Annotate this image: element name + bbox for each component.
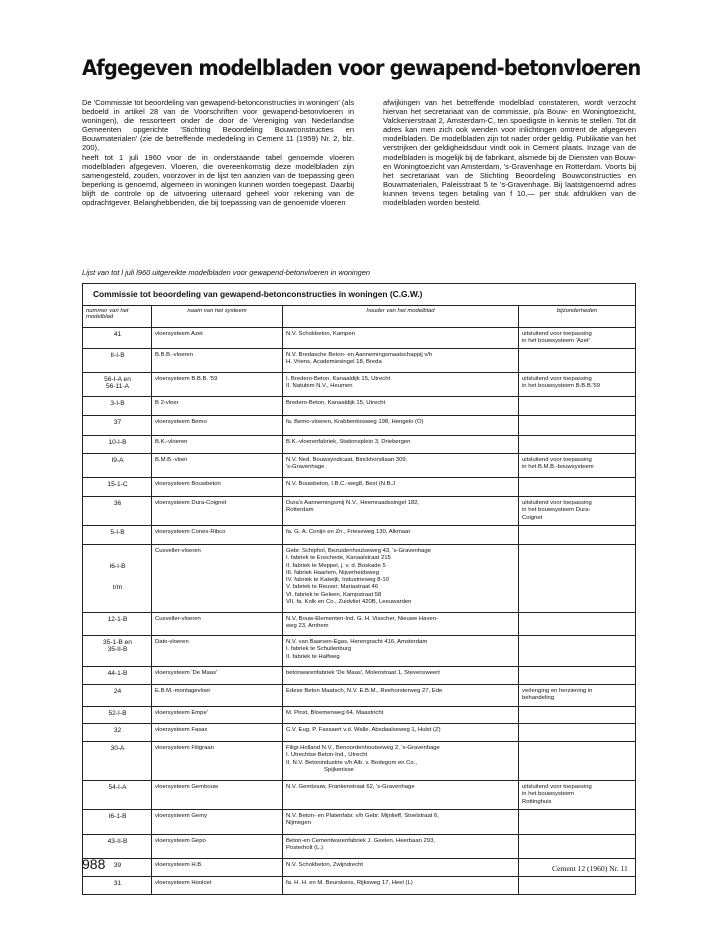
cell-line: in het B.M.B.-bouwsysteem [522,464,594,471]
cell-line: Spijkenisse [324,766,354,773]
cell-line: fa. G. A. Conijn en Zn., Frieseweg 130, Alkmaar [286,529,411,535]
cell-line [86,577,149,584]
table-cell-naam [152,454,283,477]
cell-line: vloersysteem Conex-Ribco [155,529,226,535]
cell-line: 15-1-C [107,481,128,488]
table-cell-houder [283,416,519,435]
cell-line: Posterholt (L.) [286,845,323,852]
cell-line: I6-1-B [108,813,127,820]
table-row [83,742,635,781]
cell-line: 41 [113,331,122,338]
cell-line: N.V. Bouwbeton, I.B.C.-weg8, Best (N.B.J [286,481,396,487]
cell-line: 12-1-B [107,616,128,623]
cell-line: II. N.V. Betonindustrie v/h Alb. v. Bodegom en Co., [286,759,417,766]
table-cell-houder [283,810,519,834]
cell-line: 39 [113,862,122,869]
cell-line: III. fabriek Haarlem, Nijverheidsweg [286,569,379,576]
intro-left-column [82,98,354,207]
header-nummer: nummer van het modelblad [83,306,152,327]
cell-line: 's-Gravenhage [286,464,325,471]
table-cell-nummer [83,742,152,780]
cell-line: fa. Bemo-vloeren, Krabbenbosweg 198, Hengelo (O) [286,419,424,425]
cell-line: vloersysteem Fasax [155,727,208,733]
cell-line: 30-A [110,745,125,752]
cell-line: 36 [113,500,122,507]
cell-line: 37 [113,419,122,426]
table-row [83,724,635,742]
cell-line [86,548,149,555]
cell-line: B.K.-vloeren [155,439,188,445]
page-number: 988 [82,856,106,872]
table-cell-nummer [83,497,152,525]
table-title: Commissie tot beoordeling van gewapend-betonconstructies in woningen (C.G.W.) [83,284,635,306]
table-cell-bijzonderheden [519,685,635,706]
table-cell-naam [152,835,283,858]
table-cell-nummer [83,613,152,635]
table-cell-naam [152,781,283,809]
cell-line: Dura's Aannemingsmij N.V., Heemraadssingel 182, [286,500,420,506]
cell-line: Cusveller-vloeren [155,548,201,554]
cell-line: N.V. Gembouw, Frankenstraat 62, 's-Gravenhage [286,784,415,790]
cell-line: N.V. Ned. Bouwsyndicaat, Binckhorstlaan 309, [286,457,408,463]
modelbladen-table [82,283,636,895]
table-cell-bijzonderheden [519,454,635,477]
table-row [83,613,635,636]
cell-line: 31 [113,880,122,887]
table-cell-nummer [83,436,152,453]
table-cell-nummer [83,707,152,723]
cell-line: uitsluitend voor toepassing [522,457,592,463]
table-cell-nummer [83,781,152,809]
cell-line: vloersysteem Gepo [155,838,206,844]
intro-right-column [383,98,636,207]
cell-line: t/m [112,584,123,592]
cell-line: in het bouwsysteem B.B.B.'59 [522,383,601,390]
cell-line: 43-II-B [107,838,128,845]
cell-line: Cusveller-vloeren [155,616,201,622]
table-cell-naam [152,328,283,348]
table-cell-naam [152,373,283,396]
table-cell-nummer [83,416,152,435]
cell-line: B.M.B.-vloer [155,457,188,463]
table-cell-nummer [83,810,152,834]
table-cell-naam [152,859,283,876]
table-row [83,810,635,835]
cell-line: B 2-vloer [155,400,179,406]
table-row [83,781,635,810]
table-cell-houder [283,859,519,876]
table-cell-houder [283,667,519,684]
table-row [83,416,635,436]
table-cell-houder [283,373,519,396]
table-cell-nummer [83,877,152,894]
table-cell-houder [283,497,519,525]
cell-line: betonwarenfabriek 'De Maas', Molenstraat 1, Stevensweert [286,670,440,676]
cell-line [86,555,149,562]
cell-line: N.V. Bredasche Beton- en Aannemingsmaatschappij v/h [286,352,433,358]
table-cell-nummer [83,545,152,612]
table-cell-bijzonderheden [519,810,635,834]
cell-line: weg 23, Arnhem [286,623,329,630]
table-cell-nummer [83,667,152,684]
table-row [83,497,635,526]
cell-line: vloersysteem B.B.B. '59 [155,376,218,382]
cell-line: N.V. Beton- en Platenfabr. v/h Gebr. Mijnlieff, Stoelstraat 6, [286,813,439,819]
table-cell-nummer [83,636,152,666]
table-cell-bijzonderheden [519,877,635,894]
cell-line: 56-I-A en [104,376,131,383]
table-cell-bijzonderheden [519,613,635,635]
cell-line: I6-I-B [109,562,126,570]
cell-line: vloersysteem Gembouw [155,784,219,790]
table-cell-naam [152,436,283,453]
table-cell-naam [152,877,283,894]
table-cell-houder [283,724,519,741]
table-row [83,685,635,707]
table-cell-bijzonderheden [519,436,635,453]
page-title: Afgegeven modelbladen voor gewapend-betonvloeren [82,56,641,80]
table-cell-naam [152,397,283,415]
table-cell-bijzonderheden [519,781,635,809]
table-cell-bijzonderheden [519,328,635,348]
cell-line: 5-I-B [110,529,125,536]
table-cell-bijzonderheden [519,349,635,372]
cell-line: I9-A [111,457,124,464]
cell-line: I. fabriek te Schuilenburg [286,646,352,653]
cell-line: 35-1-B en [103,639,132,646]
cell-line: in het bouwsysteem 'Azet' [522,338,590,345]
table-cell-naam [152,636,283,666]
table-cell-naam [152,416,283,435]
table-cell-naam [152,613,283,635]
table-row [83,349,635,373]
table-cell-naam [152,545,283,612]
header-naam: naam van het systeem [152,306,283,327]
cell-line: uitsluitend voor toepassing [522,784,592,790]
table-row [83,545,635,613]
cell-line: VII. fa. Kolk en Co., Zuidvliet 420B, Leeuwarden [286,599,412,606]
cell-line: B.B.B.-vloeren [155,352,193,358]
table-cell-houder [283,397,519,415]
table-row [83,835,635,859]
table-row [83,667,635,685]
cell-line: vloersysteem 'De Maas' [155,670,218,676]
cell-line: 10-I-B [108,439,127,446]
intro-paragraph: afwijkingen van het betreffende modelblad constateren, wordt verzocht hiervan het secretariaat van de commissie, p/a Bouw- en Woningtoezicht, Valckenierstraat 2, Amsterdam-C, ten spoedigste in kennis te stellen. Tot dit adres kan men zich ook wenden voor inlichtingen omtrent de afgegeven modelbladen. De modelbladen zijn tot nader order geldig. Publikatie van het verstrijken der geldigheidsduur vindt ook in Cement plaats. Inzage van de modelbladen is mogelijk bij de fabrikant, alsmede bij de Diensten van Bouw- en Woningtoezicht van Amsterdam, 's-Gravenhage en Rotterdam. Voorts bij het secretariaat van de Stichting Beoordeling Bouwconstructies en Bouwmaterialen, Paleisstraat 5 te 's-Gravenhage. Bij laatstgenoemd adres kunnen tevens tegen betaling van f 10,— per stuk afdrukken van de modelbladen worden besteld. [383,98,636,208]
cell-line: vloersysteem Gemy [155,813,208,819]
table-cell-houder [283,478,519,496]
table-cell-bijzonderheden [519,835,635,858]
table-cell-naam [152,685,283,706]
table-cell-bijzonderheden [519,724,635,741]
cell-line: behandeling [522,695,555,702]
table-cell-houder [283,685,519,706]
cell-line: uitsluitend voor toepassing [522,376,592,382]
table-cell-bijzonderheden [519,667,635,684]
table-cell-houder [283,526,519,544]
table-cell-nummer [83,724,152,741]
cell-line: Bredero-Beton, Kanaaldijk 15, Utrecht [286,400,386,406]
table-cell-naam [152,497,283,525]
table-cell-nummer [83,478,152,496]
table-cell-houder [283,328,519,348]
cell-line: uitsluitend voor toepassing [522,500,592,506]
table-row [83,877,635,894]
table-cell-nummer [83,328,152,348]
cell-line [86,570,149,577]
table-cell-naam [152,742,283,780]
table-cell-nummer [83,835,152,858]
table-cell-houder [283,781,519,809]
cell-line: I. Bredero-Beton, Kanaaldijk 15, Utrecht [286,376,391,382]
cell-line: 56-11-A [106,383,129,391]
table-cell-houder [283,742,519,780]
cell-line: vloersysteem Azet [155,331,203,337]
table-cell-houder [283,835,519,858]
table-cell-naam [152,724,283,741]
table-cell-naam [152,478,283,496]
table-cell-nummer [83,454,152,477]
header-houder: houder van het modelblad [283,306,519,327]
table-cell-naam [152,810,283,834]
cell-line: E.B.M.-montagevloer [155,688,211,694]
table-row [83,328,635,349]
cell-line: IV. fabriek te Katwijk, Industrieweg 8-10 [286,577,389,584]
cell-line: uitsluitend voor toepassing [522,331,592,337]
header-bijzonderheden: bijzonderheden [556,308,598,314]
table-cell-naam [152,707,283,723]
cell-line: 44-1-B [107,670,128,677]
table-row [83,373,635,397]
cell-line: 24 [113,688,122,695]
cell-line: 52-I-B [108,710,127,717]
cell-line: Edese Beton Maatsch, N.V. E.B.M., Reehorsterweg 27, Ede [286,688,443,694]
table-cell-bijzonderheden [519,526,635,544]
cell-line: in het bouwsysteem Dura- [522,507,591,514]
cell-line: II. fabriek te Meppel, j. v. d. Boskade 5 [286,562,386,569]
table-cell-naam [152,349,283,372]
cell-line: VI. fabriek te Geleen, Kampstraat 58 [286,591,382,598]
cell-line: B.K.-vloerenfabriek, Stationsplein 3, Driebergen [286,439,411,445]
cell-line: C.V. Eug. P. Fassaert v.d. Walle, Absdaalseweg 1, Hulst (Z) [286,727,441,733]
table-cell-houder [283,707,519,723]
cell-line: vloersysteem Bouwbeton [155,481,221,487]
cell-line: vloersysteem Hoolcet [155,880,212,886]
table-cell-houder [283,636,519,666]
cell-line: Coignet [522,514,543,521]
cell-line: N.V. Schokbeton, Zwijndrecht [286,862,364,868]
cell-line: Gebr. Schiphol, Bezuidenhoutseweg 43, 's-Gravenhage [286,548,431,554]
cell-line: Rotterdam [286,507,314,514]
table-cell-bijzonderheden [519,373,635,396]
cell-line: Nijmegen [286,820,311,827]
table-row [83,397,635,416]
table-body [83,328,635,894]
cell-line: in het bouwsysteem [522,791,575,798]
cell-line: Rottinghuis [522,798,552,805]
table-row [83,636,635,667]
cell-line: II. Natubim N.V., Heumen [286,383,353,390]
table-cell-houder [283,545,519,612]
cell-line: 35-II-B [107,646,128,654]
table-cell-bijzonderheden [519,545,635,612]
cell-line: I. Utrechtse Beton-Ind., Utrecht [286,752,368,759]
cell-line: N.V. Schokbeton, Kampen [286,331,355,337]
cell-line: vloersysteem H.B. [155,862,203,868]
cell-line: 3-I-B [110,400,125,407]
cell-line: fa. H. H. en M. Beurskens, Rijksweg 17, Heel (L) [286,880,413,886]
table-row [83,436,635,454]
intro-paragraph: De 'Commissie tot beoordeling van gewapend-betonconstructies in woningen' (als bedoeld in artikel 28 van de Voorschriften voor gewapend-betonvloeren in woningen), die ressorteert onder de door de Vereniging van Nederlandse Gemeenten opgerichte 'Stichting Beoordeling Bouwconstructies en Bouwmaterialen' (zie de betreffende mededeling in Cement 11 (1959) Nr. 2, blz. 200), [82,98,354,153]
cell-line: II-I-B [110,352,125,359]
table-row [83,454,635,478]
table-cell-nummer [83,397,152,415]
cell-line: M. Pinxt, Bloemenweg 64, Maastricht [286,710,384,716]
cell-line: vloersysteem Filigraan [155,745,214,751]
table-cell-bijzonderheden [519,742,635,780]
cell-line: 32 [113,727,122,734]
cell-line: N.V. van Baarsen-Egas, Herengracht 416, Amsterdam [286,639,428,645]
table-cell-naam [152,667,283,684]
table-cell-nummer [83,526,152,544]
table-row [83,707,635,724]
cell-line: V. fabriek te Reuver, Mariastraat 46 [286,584,379,591]
table-cell-nummer [83,349,152,372]
intro-paragraph: heeft tot 1 juli 1960 voor de in onderstaande tabel genoemde vloeren modelbladen afgegeven. Vloeren, die overeenkomstig deze modelbladen zijn samengesteld, zouden, voorzover in de lijst ten aanzien van de toepassing geen beperking is genoemd, algemeen in woningen kunnen worden toegepast. Daarbij blijft de controle op de uitvoering uiteraard geheel voor rekening van de opdrachtgever. Belanghebbenden, die bij toepassing van de genoemde vloeren [82,152,354,208]
cell-line: vloersysteem Dura-Coignet [155,500,227,506]
table-header [83,306,635,328]
table-cell-nummer [83,373,152,396]
table-cell-houder [283,349,519,372]
cell-line: N.V, Bouw-Elementen-Ind. G. H. Visscher, Nieuwe Haven- [286,616,438,622]
cell-line: H. Vriens, Academiesingel 18, Breda [286,359,382,366]
table-row [83,526,635,545]
table-cell-bijzonderheden [519,416,635,435]
table-cell-bijzonderheden [519,636,635,666]
table-row [83,478,635,497]
cell-line: 54-I-A [108,784,127,791]
table-cell-nummer [83,685,152,706]
journal-footer: Cement 12 (1960) Nr. 11 [552,864,628,873]
cell-line: I. fabriek te Enschede, Kanaalstraat 215 [286,555,391,562]
table-cell-houder [283,454,519,477]
cell-line: vloersysteem Empe' [155,710,208,716]
cell-line: Dato-vloeren [155,639,189,645]
table-cell-houder [283,877,519,894]
cell-line: Filigr.Holland N.V., Benoordenhoutseweg 2, 's-Gravenhage [286,745,440,751]
table-caption: Lijst van tot l juli l960 uitgereikte modelbladen voor gewapend-betonvloeren in woningen [82,268,371,277]
table-cell-bijzonderheden [519,478,635,496]
table-cell-houder [283,613,519,635]
cell-line: vloersysteem Bemo [155,419,207,425]
table-cell-bijzonderheden [519,397,635,415]
table-cell-houder [283,436,519,453]
cell-line: Beton-en Cementwarenfabriek J. Geelen, Heerbaan 293, [286,838,435,844]
table-cell-naam [152,526,283,544]
cell-line: verlenging en herziening in [522,688,593,694]
cell-line: II. fabriek te Halfweg [286,653,340,660]
table-cell-bijzonderheden [519,497,635,525]
table-cell-bijzonderheden [519,707,635,723]
